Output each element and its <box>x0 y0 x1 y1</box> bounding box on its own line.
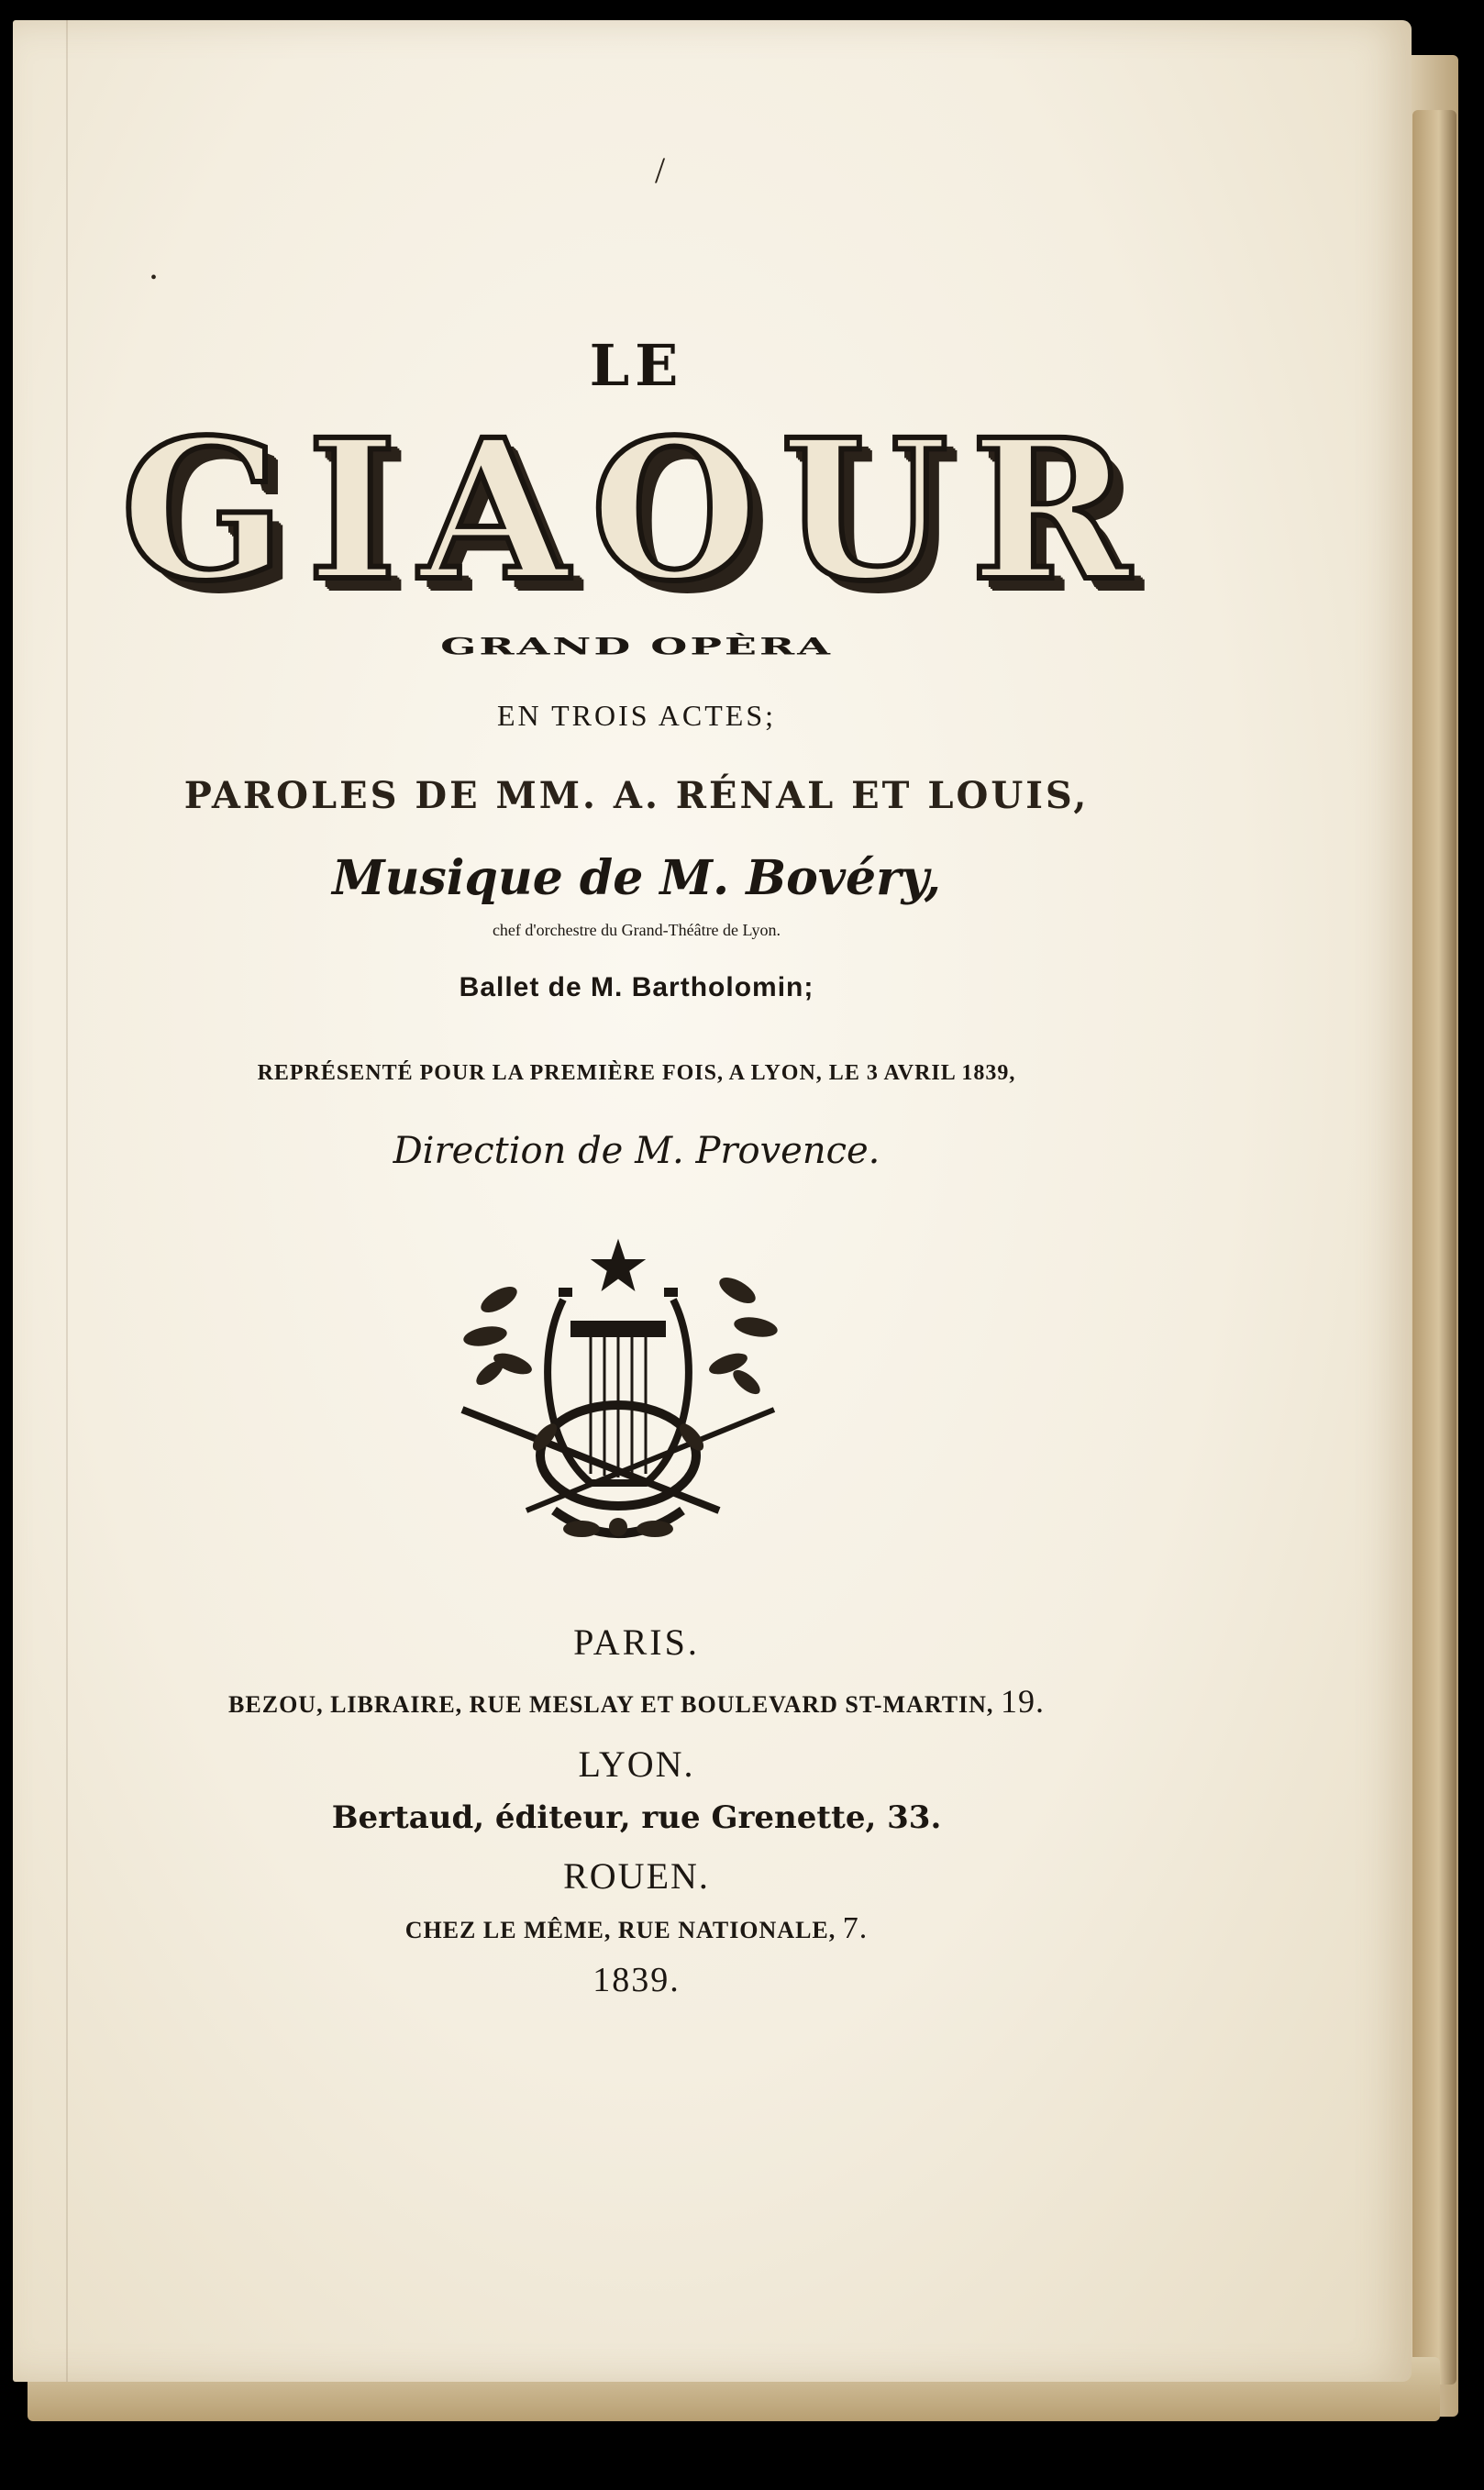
imprint-year: 1839. <box>592 1961 681 1999</box>
imprint-lyon: LYON. <box>578 1743 695 1785</box>
paroles-line: PAROLES DE MM. A. RÉNAL ET LOUIS, <box>183 774 1090 817</box>
title-giaour-text: GIAOUR <box>120 397 1153 624</box>
chef-line: chef d'orchestre du Grand-Théâtre de Lyon. <box>492 921 781 939</box>
imprint-rouen: ROUEN. <box>563 1855 710 1897</box>
imprint-meme-number: 7. <box>842 1911 869 1945</box>
imprint-bezou-number: 19. <box>1000 1683 1045 1720</box>
imprint-meme <box>105 1911 1168 1946</box>
en-trois-actes: EN TROIS ACTES; <box>497 699 776 732</box>
ballet-line: Ballet de M. Bartholomin; <box>459 972 814 1002</box>
imprint-meme-text: CHEZ LE MÊME, RUE NATIONALE, <box>404 1917 836 1943</box>
imprint-bezou <box>105 1682 1168 1721</box>
lyre-wreath-icon <box>444 1235 792 1556</box>
imprint-paris: PARIS. <box>573 1621 700 1663</box>
title-giaour <box>105 397 1168 624</box>
imprint-bertaud: Bertaud, éditeur, rue Grenette, 33. <box>331 1799 942 1836</box>
paper-stack-edge-inner <box>1412 110 1456 2385</box>
direction-line: Direction de M. Provence. <box>393 1130 880 1172</box>
title-page <box>13 20 1412 2382</box>
musique-line: Musique de M. Bovéry, <box>332 850 941 906</box>
ink-dot: • <box>150 268 158 288</box>
represente-line: REPRÉSENTÉ POUR LA PREMIÈRE FOIS, A LYON, LE 3 AVRIL 1839, <box>257 1061 1016 1085</box>
title-le: LE <box>589 332 684 399</box>
imprint-bezou-text: BEZOU, LIBRAIRE, RUE MESLAY ET BOULEVARD ST-MARTIN, <box>228 1691 994 1718</box>
pen-mark: / <box>655 149 666 191</box>
grand-opera: GRAND OPÈRA <box>440 633 833 660</box>
